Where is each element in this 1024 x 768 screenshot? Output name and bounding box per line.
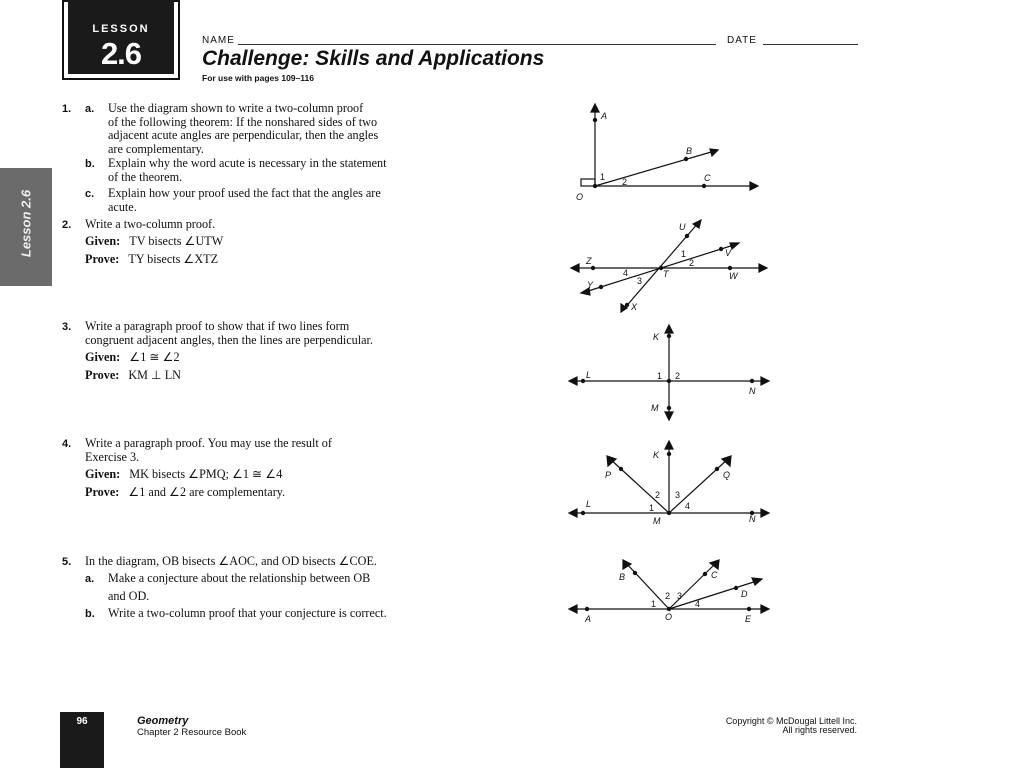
label-a: A bbox=[585, 614, 592, 624]
label-k: K bbox=[653, 450, 660, 460]
point-z bbox=[591, 266, 595, 270]
q4-given bbox=[85, 468, 282, 482]
q1-b-label: b. bbox=[85, 158, 95, 170]
point-o bbox=[593, 184, 597, 188]
q4-number: 4. bbox=[62, 438, 72, 450]
q3-prove bbox=[85, 369, 181, 383]
text-line: Write a paragraph proof. You may use the result of bbox=[85, 436, 332, 450]
angle-label-2: 2 bbox=[675, 371, 681, 381]
arrow-icon bbox=[722, 456, 731, 466]
page-subtitle: For use with pages 109–116 bbox=[202, 73, 314, 83]
text-line: Use the diagram shown to write a two-column proof bbox=[108, 101, 364, 115]
ray-ob bbox=[625, 562, 669, 609]
label-l: L bbox=[586, 499, 592, 509]
text-line: Explain how your proof used the fact that the angles are bbox=[108, 186, 381, 200]
label-n: N bbox=[749, 514, 756, 524]
point-m bbox=[667, 406, 671, 410]
arrow-icon bbox=[569, 377, 577, 385]
point-e bbox=[747, 607, 751, 611]
text-line: of the following theorem: If the nonshared sides of two bbox=[108, 114, 378, 129]
text-line: Make a conjecture about the relationship between OB bbox=[108, 571, 371, 585]
given-text: ∠1 ≅ ∠2 bbox=[129, 350, 180, 364]
q5-b-text: Write a two-column proof that your conjecture is correct. bbox=[108, 606, 387, 620]
text-line: Explain why the word acute is necessary in the statement bbox=[108, 156, 387, 170]
label-b: B bbox=[619, 572, 626, 582]
angle-label-1: 1 bbox=[649, 503, 655, 513]
q2-prove bbox=[85, 253, 218, 267]
arrow-icon bbox=[759, 264, 767, 272]
diagram-4 bbox=[565, 438, 775, 528]
label-k: K bbox=[653, 332, 660, 342]
footer-book-title: Geometry bbox=[137, 715, 189, 727]
q2-text: Write a two-column proof. bbox=[85, 217, 216, 231]
point-l bbox=[581, 379, 585, 383]
text-line: acute. bbox=[108, 199, 137, 214]
label-m: M bbox=[651, 403, 659, 413]
text-line: and OD. bbox=[108, 588, 150, 603]
footer-book-subtitle: Chapter 2 Resource Book bbox=[137, 727, 247, 738]
arrow-icon bbox=[710, 149, 718, 156]
angle-label-3: 3 bbox=[637, 276, 643, 286]
right-angle-mark bbox=[581, 179, 595, 186]
q5-text: In the diagram, OB bisects ∠AOC, and OD bisects ∠COE. bbox=[85, 554, 377, 568]
text-line: congruent adjacent angles, then the lines are perpendicular. bbox=[85, 332, 373, 347]
label-t: T bbox=[663, 269, 669, 279]
point-k bbox=[667, 452, 671, 456]
point-a bbox=[585, 607, 589, 611]
label-x: X bbox=[631, 302, 638, 312]
prove-label: Prove: bbox=[85, 485, 120, 499]
footer-rights: All rights reserved. bbox=[782, 725, 857, 735]
angle-label-4: 4 bbox=[695, 599, 701, 609]
arrow-icon bbox=[761, 377, 769, 385]
diagram-1 bbox=[560, 100, 760, 210]
angle-label-2: 2 bbox=[622, 177, 628, 187]
angle-label-4: 4 bbox=[685, 501, 691, 511]
text-line: Write a paragraph proof to show that if two lines form bbox=[85, 319, 350, 333]
name-label: NAME bbox=[202, 35, 235, 46]
text-line: Exercise 3. bbox=[85, 449, 140, 464]
lesson-badge bbox=[68, 0, 174, 74]
label-b: B bbox=[686, 146, 693, 156]
prove-text: TY bisects ∠XTZ bbox=[128, 252, 219, 266]
point-d bbox=[734, 586, 738, 590]
label-c: C bbox=[704, 173, 711, 183]
angle-label-2: 2 bbox=[689, 258, 695, 268]
point-c bbox=[702, 184, 706, 188]
angle-label-1: 1 bbox=[657, 371, 663, 381]
arrow-icon bbox=[665, 441, 673, 449]
angle-label-1: 1 bbox=[681, 249, 687, 259]
label-e: E bbox=[745, 614, 752, 624]
arrow-icon bbox=[569, 509, 577, 517]
text-line: adjacent acute angles are perpendicular, then the angles bbox=[108, 128, 379, 142]
label-o: O bbox=[576, 192, 584, 202]
label-y: Y bbox=[587, 280, 594, 290]
label-u: U bbox=[679, 222, 686, 232]
given-label: Given: bbox=[85, 234, 121, 248]
q1-a-label: a. bbox=[85, 103, 95, 115]
prove-label: Prove: bbox=[85, 252, 120, 266]
q1-a-text bbox=[108, 102, 378, 156]
lesson-number: 2.6 bbox=[100, 36, 142, 71]
q1-b-text bbox=[108, 157, 387, 184]
point-a bbox=[593, 118, 597, 122]
arrow-icon bbox=[761, 605, 769, 613]
arrow-icon bbox=[665, 325, 673, 333]
q4-text bbox=[85, 437, 332, 464]
text-line: are complementary. bbox=[108, 141, 204, 156]
angle-label-3: 3 bbox=[677, 591, 683, 601]
arrow-icon bbox=[761, 509, 769, 517]
page-number: 96 bbox=[76, 716, 88, 727]
side-tab bbox=[0, 168, 52, 286]
page-title: Challenge: Skills and Applications bbox=[202, 47, 545, 70]
q5-b-label: b. bbox=[85, 608, 95, 620]
label-l: L bbox=[586, 370, 592, 380]
point-q bbox=[715, 467, 719, 471]
point-v bbox=[719, 247, 723, 251]
ray-mq bbox=[669, 458, 729, 513]
point-c bbox=[703, 572, 707, 576]
lesson-word: LESSON bbox=[92, 23, 150, 35]
point-l bbox=[581, 511, 585, 515]
point-x bbox=[625, 303, 629, 307]
q2-number: 2. bbox=[62, 219, 72, 231]
label-v: V bbox=[725, 248, 732, 258]
point-k bbox=[667, 334, 671, 338]
q2-given bbox=[85, 235, 223, 249]
footer-copyright: Copyright © McDougal Littell Inc. bbox=[725, 716, 857, 726]
angle-label-3: 3 bbox=[675, 490, 681, 500]
label-z: Z bbox=[586, 256, 592, 266]
point-u bbox=[685, 234, 689, 238]
point-o bbox=[667, 607, 671, 611]
prove-text: KM ⊥ LN bbox=[128, 368, 181, 382]
arrow-icon bbox=[607, 456, 616, 466]
label-n: N bbox=[749, 386, 756, 396]
point-b bbox=[633, 571, 637, 575]
arrow-icon bbox=[750, 182, 758, 190]
ray-mp bbox=[609, 458, 669, 513]
label-q: Q bbox=[723, 470, 731, 480]
given-text: TV bisects ∠UTW bbox=[129, 234, 224, 248]
date-label: DATE bbox=[727, 35, 757, 46]
point-n bbox=[750, 379, 754, 383]
arrow-icon bbox=[665, 412, 673, 420]
label-p: P bbox=[605, 470, 612, 480]
point-w bbox=[728, 266, 732, 270]
diagram-2 bbox=[565, 218, 775, 318]
given-label: Given: bbox=[85, 350, 121, 364]
angle-label-2: 2 bbox=[655, 490, 661, 500]
q5-number: 5. bbox=[62, 556, 72, 568]
angle-label-2: 2 bbox=[665, 591, 671, 601]
angle-label-1: 1 bbox=[651, 599, 657, 609]
prove-text: ∠1 and ∠2 are complementary. bbox=[128, 485, 286, 499]
text-line: of the theorem. bbox=[108, 169, 183, 184]
given-label: Given: bbox=[85, 467, 121, 481]
q1-c-label: c. bbox=[85, 188, 95, 200]
given-text: MK bisects ∠PMQ; ∠1 ≅ ∠4 bbox=[129, 467, 283, 481]
q3-text bbox=[85, 320, 373, 347]
q3-number: 3. bbox=[62, 321, 72, 333]
date-field[interactable] bbox=[763, 44, 858, 45]
arrow-icon bbox=[569, 605, 577, 613]
name-field[interactable] bbox=[238, 44, 716, 45]
arrow-icon bbox=[571, 264, 579, 272]
side-tab-label: Lesson 2.6 bbox=[18, 189, 34, 258]
label-d: D bbox=[741, 589, 748, 599]
page-number-box bbox=[60, 712, 104, 768]
q1-number: 1. bbox=[62, 103, 72, 115]
arrow-icon bbox=[730, 243, 739, 249]
point-intersection bbox=[667, 379, 671, 383]
label-o: O bbox=[665, 612, 673, 622]
point-m bbox=[667, 511, 671, 515]
label-w: W bbox=[729, 271, 738, 281]
ray-ob bbox=[595, 150, 718, 186]
label-m: M bbox=[653, 516, 661, 526]
point-y bbox=[599, 285, 603, 289]
q3-given bbox=[85, 351, 180, 365]
angle-label-4: 4 bbox=[623, 268, 629, 278]
label-c: C bbox=[711, 570, 718, 580]
point-p bbox=[619, 467, 623, 471]
q1-c-text bbox=[108, 187, 381, 214]
diagram-3 bbox=[565, 322, 775, 422]
arrow-icon bbox=[752, 578, 762, 585]
q5-a-label: a. bbox=[85, 573, 95, 585]
label-a: A bbox=[601, 111, 608, 121]
diagram-5 bbox=[565, 556, 775, 636]
angle-label-1: 1 bbox=[600, 172, 606, 182]
q4-prove bbox=[85, 486, 285, 500]
prove-label: Prove: bbox=[85, 368, 120, 382]
point-b bbox=[684, 157, 688, 161]
q5-a-text bbox=[108, 572, 370, 603]
arrow-icon bbox=[591, 104, 599, 112]
